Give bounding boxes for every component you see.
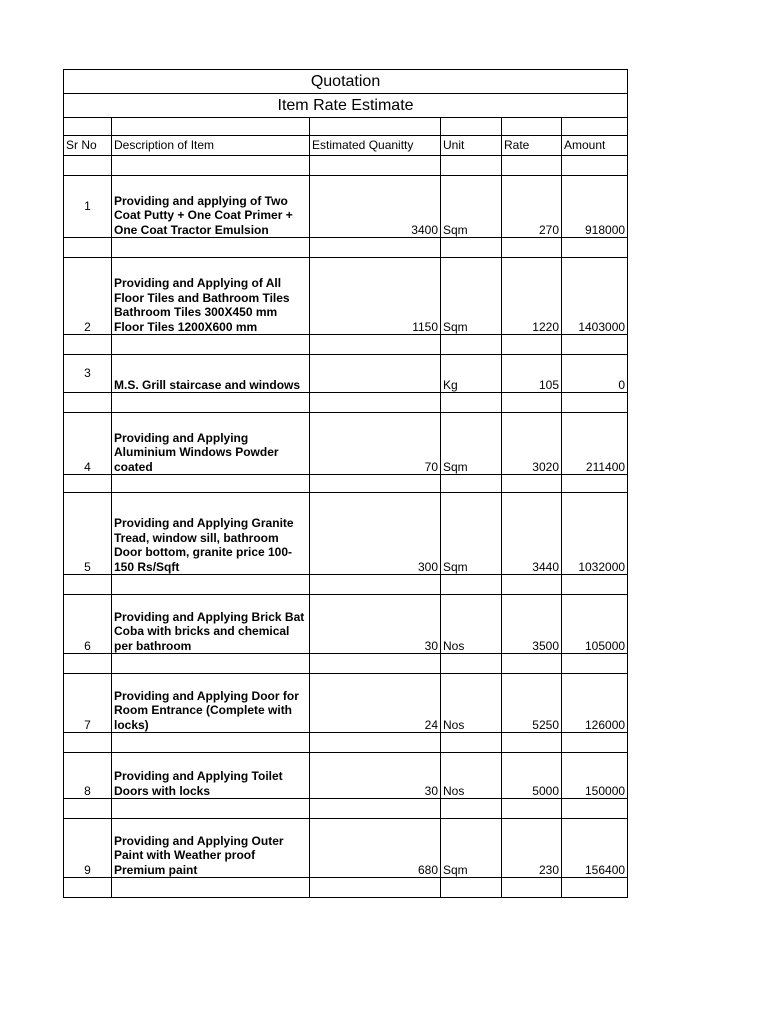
spacer-row: [64, 335, 628, 355]
item-sr-no: 4: [64, 413, 112, 475]
item-amount: 1403000: [562, 258, 628, 335]
spacer-row: [64, 733, 628, 753]
item-amount: 0: [562, 355, 628, 393]
header-unit: Unit: [441, 136, 502, 156]
item-description: M.S. Grill staircase and windows: [112, 355, 310, 393]
header-quantity: Estimated Quanitty: [310, 136, 441, 156]
spacer-row: [64, 238, 628, 258]
item-unit: Nos: [441, 595, 502, 654]
item-description: Providing and Applying Outer Paint with Weather proof Premium paint: [112, 819, 310, 878]
item-quantity: 1150: [310, 258, 441, 335]
item-rate: 5250: [502, 674, 562, 733]
spacer-row: [64, 475, 628, 493]
item-amount: 126000: [562, 674, 628, 733]
item-unit: Nos: [441, 753, 502, 799]
quotation-sheet: [63, 69, 627, 898]
item-row: [64, 674, 628, 733]
item-description: Providing and Applying Aluminium Windows Powder coated: [112, 413, 310, 475]
spacer-row: [64, 878, 628, 898]
item-quantity: 300: [310, 493, 441, 575]
item-rate: 270: [502, 176, 562, 238]
header-amount: Amount: [562, 136, 628, 156]
item-sr-no: 5: [64, 493, 112, 575]
item-rate: 5000: [502, 753, 562, 799]
spacer-row: [64, 393, 628, 413]
item-amount: 918000: [562, 176, 628, 238]
spacer-row: [64, 118, 628, 136]
item-sr-no: 6: [64, 595, 112, 654]
item-row: [64, 819, 628, 878]
item-sr-no: 9: [64, 819, 112, 878]
item-sr-no: 1: [64, 176, 112, 238]
item-amount: 156400: [562, 819, 628, 878]
item-row: [64, 753, 628, 799]
item-unit: Sqm: [441, 176, 502, 238]
item-rate: 1220: [502, 258, 562, 335]
item-amount: 1032000: [562, 493, 628, 575]
item-quantity: 70: [310, 413, 441, 475]
item-rate: 3440: [502, 493, 562, 575]
estimate-subtitle: Item Rate Estimate: [64, 94, 628, 118]
item-description: Providing and Applying Toilet Doors with locks: [112, 753, 310, 799]
header-sr-no: Sr No: [64, 136, 112, 156]
item-row: [64, 413, 628, 475]
item-description: Providing and Applying Door for Room Entrance (Complete with locks): [112, 674, 310, 733]
item-row: [64, 493, 628, 575]
item-rate: 105: [502, 355, 562, 393]
item-rate: 3020: [502, 413, 562, 475]
quotation-title: Quotation: [64, 70, 628, 94]
item-unit: Sqm: [441, 258, 502, 335]
item-amount: 105000: [562, 595, 628, 654]
item-quantity: 680: [310, 819, 441, 878]
item-rate: 230: [502, 819, 562, 878]
estimate-table: [63, 69, 628, 898]
item-quantity: [310, 355, 441, 393]
item-quantity: 30: [310, 753, 441, 799]
header-description: Description of Item: [112, 136, 310, 156]
item-description: Providing and Applying Granite Tread, window sill, bathroom Door bottom, granite price 100-150 Rs/Sqft: [112, 493, 310, 575]
item-sr-no: 7: [64, 674, 112, 733]
item-sr-no: 3: [64, 355, 112, 393]
header-row: [64, 136, 628, 156]
item-description: Providing and Applying of All Floor Tiles and Bathroom Tiles Bathroom Tiles 300X450 mm Floor Tiles 1200X600 mm: [112, 258, 310, 335]
item-amount: 150000: [562, 753, 628, 799]
spacer-row: [64, 575, 628, 595]
item-row: [64, 595, 628, 654]
spacer-row: [64, 654, 628, 674]
header-rate: Rate: [502, 136, 562, 156]
item-sr-no: 8: [64, 753, 112, 799]
item-rate: 3500: [502, 595, 562, 654]
item-quantity: 3400: [310, 176, 441, 238]
item-row: [64, 258, 628, 335]
item-unit: Sqm: [441, 493, 502, 575]
item-row: [64, 355, 628, 393]
item-row: [64, 176, 628, 238]
item-unit: Sqm: [441, 819, 502, 878]
item-amount: 211400: [562, 413, 628, 475]
item-unit: Nos: [441, 674, 502, 733]
spacer-row: [64, 799, 628, 819]
item-quantity: 24: [310, 674, 441, 733]
item-description: Providing and applying of Two Coat Putty + One Coat Primer + One Coat Tractor Emulsion: [112, 176, 310, 238]
item-unit: Sqm: [441, 413, 502, 475]
spacer-row: [64, 156, 628, 176]
item-unit: Kg: [441, 355, 502, 393]
item-quantity: 30: [310, 595, 441, 654]
item-sr-no: 2: [64, 258, 112, 335]
item-description: Providing and Applying Brick Bat Coba with bricks and chemical per bathroom: [112, 595, 310, 654]
